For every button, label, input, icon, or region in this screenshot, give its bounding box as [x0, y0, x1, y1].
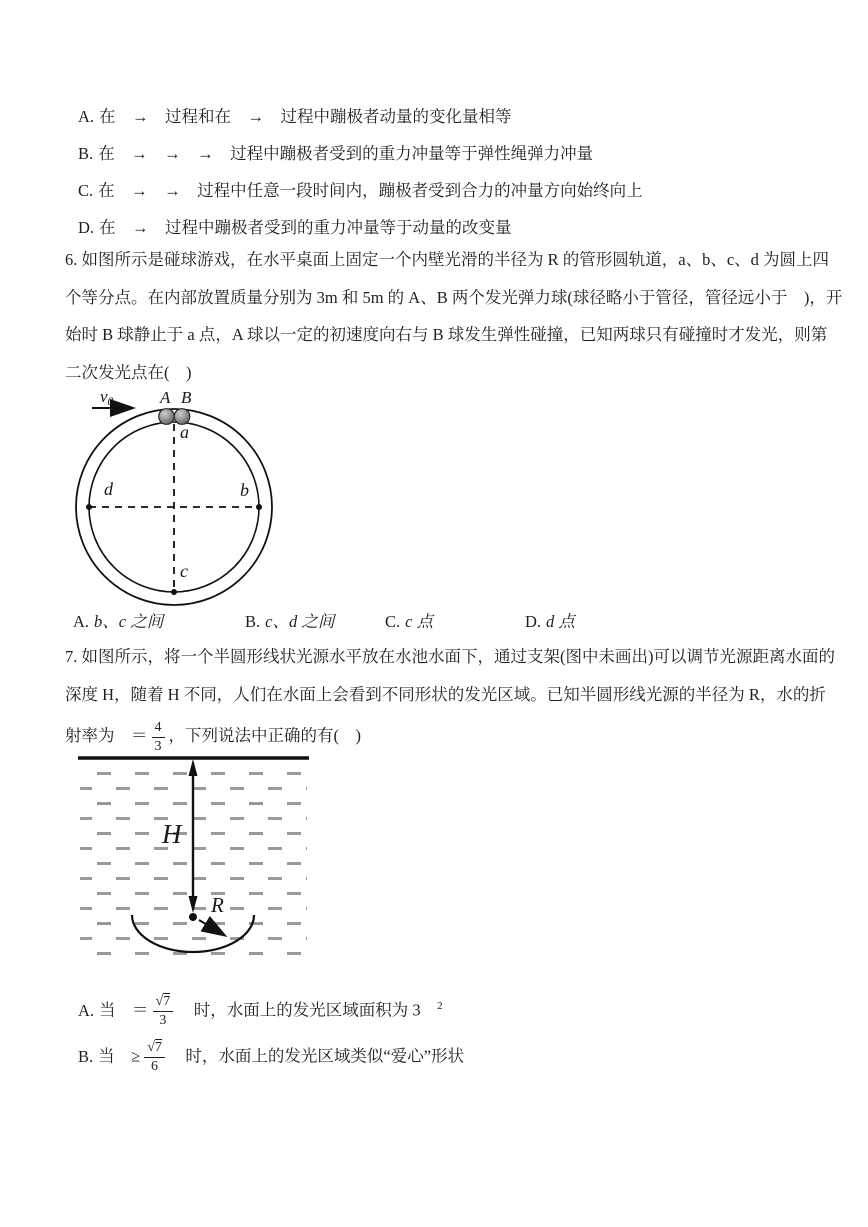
fraction-numerator: 4 — [152, 720, 165, 738]
fraction-denominator: 3 — [154, 738, 162, 754]
option-label: D. — [525, 612, 542, 631]
option-label: C. — [78, 181, 94, 200]
option-label: A. — [73, 612, 90, 631]
fraction-denominator: 3 — [159, 1013, 167, 1029]
question-7-option-a — [78, 983, 443, 1034]
question-6-line-2: 个等分点。在内部放置质量分别为 3m 和 5m 的 A、B 两个发光弹力球(球径略小于管径，管径远小于 )，开 — [65, 287, 843, 307]
question-7-text — [65, 638, 835, 759]
option-text: 在 → 过程和在 → 过程中蹦极者动量的变化量相等 — [99, 107, 512, 126]
point-b-label: b — [240, 480, 249, 500]
question-7-line-2: 深度 H，随着 H 不同，人们在水面上会看到不同形状的发光区域。已知半圆形线光源的半径为 R，水的折 — [65, 684, 826, 704]
question-6-option-a — [73, 608, 245, 632]
fraction-numerator: √7 — [144, 1040, 165, 1058]
ball-b-label: B — [181, 388, 192, 407]
water-tank-diagram — [78, 753, 310, 971]
question-6-options — [73, 608, 575, 632]
refraction-index-fraction — [152, 720, 165, 755]
question-7-line-1: 7. 如图所示，将一个半圆形线状光源水平放在水池水面下，通过支架(图中未画出)可以调节光源距离水面的 — [65, 647, 835, 666]
question-7-line-3-pre: 射率为 ＝ — [65, 726, 148, 745]
point-d-dot — [86, 504, 92, 510]
exponent: 2 — [437, 1000, 443, 1012]
point-a-label: a — [180, 422, 189, 442]
question-5-option-a — [78, 98, 643, 135]
depth-label: H — [162, 819, 182, 849]
question-6-line-1: 6. 如图所示是碰球游戏，在水平桌面上固定一个内壁光滑的半径为 R 的管形圆轨道，a、b、c、d 为圆上四 — [65, 250, 830, 269]
option-text: c、d 之间 — [265, 612, 335, 631]
ball-a-label: A — [160, 388, 171, 407]
question-6-option-d — [525, 608, 575, 632]
fraction-denominator: 6 — [151, 1059, 159, 1075]
question-7-option-b — [78, 1029, 464, 1080]
option-label: A. — [78, 107, 95, 126]
question-6-option-c — [385, 608, 525, 632]
point-c-label: c — [180, 561, 188, 581]
option-pre: 当 ≥ — [98, 1046, 141, 1066]
question-6-line-4: 二次发光点在( ) — [65, 362, 192, 382]
question-7-line-3-post: ，下列说法中正确的有( ) — [168, 726, 361, 745]
point-b-dot — [256, 504, 262, 510]
option-text: 在 → → → 过程中蹦极者受到的重力冲量等于弹性绳弹力冲量 — [98, 144, 594, 163]
option-label: B. — [78, 1046, 94, 1066]
point-c-dot — [171, 589, 177, 595]
option-text: c 点 — [405, 612, 434, 631]
circle-track-diagram — [74, 388, 276, 607]
option-text: b、c 之间 — [94, 612, 164, 631]
option-post: 时，水面上的发光区域类似“爱心”形状 — [168, 1046, 465, 1066]
velocity-label: v0 — [100, 388, 114, 408]
option-b-fraction — [144, 1040, 165, 1075]
question-5-options — [78, 98, 643, 246]
question-6-text — [65, 241, 843, 391]
question-6-line-3: 始时 B 球静止于 a 点，A 球以一定的初速度向右与 B 球发生弹性碰撞，已知两球只有碰撞时才发光，则第 — [65, 325, 828, 344]
option-post: 时，水面上的发光区域面积为 3 — [177, 1000, 438, 1020]
radius-label: R — [211, 893, 224, 917]
option-text: d 点 — [546, 612, 575, 631]
fraction-numerator: √7 — [153, 994, 174, 1012]
option-label: D. — [78, 218, 95, 237]
ball-a — [159, 409, 175, 425]
option-label: B. — [245, 612, 261, 631]
option-label: A. — [78, 1000, 95, 1020]
option-label: C. — [385, 612, 401, 631]
option-a-fraction — [153, 994, 174, 1029]
option-text: 在 → → 过程中任意一段时间内，蹦极者受到合力的冲量方向始终向上 — [98, 181, 643, 200]
question-5-option-c — [78, 172, 643, 209]
option-pre: 当 ＝ — [99, 1000, 149, 1020]
point-d-label: d — [104, 479, 113, 499]
option-label: B. — [78, 144, 94, 163]
option-text: 在 → 过程中蹦极者受到的重力冲量等于动量的改变量 — [99, 218, 512, 237]
light-source-center-dot — [189, 913, 197, 921]
question-5-option-b — [78, 135, 643, 172]
question-6-option-b — [245, 608, 385, 632]
